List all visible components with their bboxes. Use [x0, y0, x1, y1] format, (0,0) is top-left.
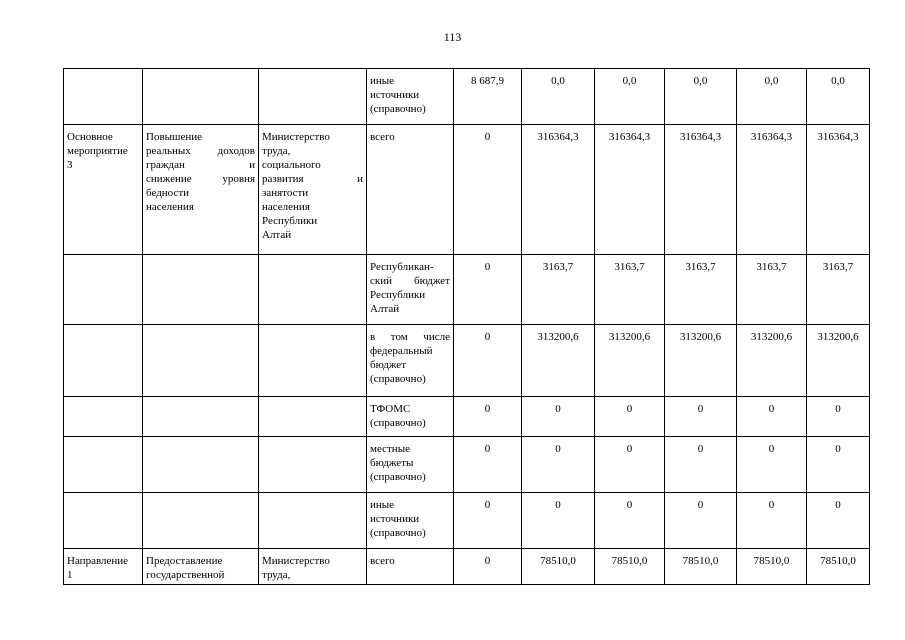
- amount-cell-1: 0: [454, 437, 522, 493]
- amount-cell-3: 316364,3: [595, 125, 665, 255]
- executor-cell: [259, 493, 367, 549]
- funding-source-cell: [367, 255, 454, 325]
- amount-cell-1: 0: [454, 325, 522, 397]
- funding-source-cell-line: Республикан-: [370, 261, 434, 273]
- measure-cell: [64, 69, 143, 125]
- table-row: [64, 397, 870, 437]
- amount-cell-1: 0: [454, 493, 522, 549]
- executor-cell: [259, 69, 367, 125]
- title-cell: [143, 437, 259, 493]
- amount-cell-5: 0: [737, 493, 807, 549]
- amount-cell-4: 0: [665, 493, 737, 549]
- amount-cell-3: 78510,0: [595, 549, 665, 585]
- measure-cell-line: Основное: [67, 131, 113, 143]
- amount-cell-2: 0: [522, 437, 595, 493]
- measure-cell: [64, 493, 143, 549]
- amount-cell-4: 0,0: [665, 69, 737, 125]
- amount-cell-6: 316364,3: [807, 125, 870, 255]
- executor-cell-line: Министерство: [262, 555, 330, 567]
- amount-cell-5: 3163,7: [737, 255, 807, 325]
- executor-cell: [259, 437, 367, 493]
- funding-source-cell-line: в том числе: [370, 331, 450, 343]
- funding-source-cell-line: иные: [370, 499, 395, 511]
- funding-source-cell-line: (справочно): [370, 471, 426, 483]
- amount-cell-6: 0: [807, 493, 870, 549]
- amount-cell-1: 8 687,9: [454, 69, 522, 125]
- amount-cell-6: 3163,7: [807, 255, 870, 325]
- amount-cell-5: 0: [737, 437, 807, 493]
- amount-cell-6: 313200,6: [807, 325, 870, 397]
- title-cell: [143, 255, 259, 325]
- table-row: [64, 437, 870, 493]
- funding-source-cell-line: местные: [370, 443, 410, 455]
- funding-source-cell-line: всего: [370, 131, 395, 143]
- table-row: [64, 493, 870, 549]
- funding-source-cell-line: иные: [370, 75, 395, 87]
- executor-cell: [259, 125, 367, 255]
- executor-cell-line: Министерство: [262, 131, 330, 143]
- measure-cell-line: 1: [67, 569, 73, 581]
- amount-cell-3: 3163,7: [595, 255, 665, 325]
- title-cell-line: государственной: [146, 569, 225, 581]
- executor-cell: [259, 397, 367, 437]
- executor-cell: [259, 255, 367, 325]
- title-cell: [143, 325, 259, 397]
- executor-cell-line: занятости: [262, 187, 309, 199]
- funding-source-cell-line: Алтай: [370, 303, 400, 315]
- executor-cell-line: населения: [262, 201, 310, 213]
- amount-cell-5: 313200,6: [737, 325, 807, 397]
- amount-cell-6: 78510,0: [807, 549, 870, 585]
- amount-cell-4: 313200,6: [665, 325, 737, 397]
- table-row: [64, 69, 870, 125]
- amount-cell-2: 0,0: [522, 69, 595, 125]
- amount-cell-5: 316364,3: [737, 125, 807, 255]
- executor-cell-line: развития и: [262, 173, 363, 185]
- title-cell: [143, 69, 259, 125]
- executor-cell: [259, 549, 367, 585]
- title-cell-line: бедности: [146, 187, 190, 199]
- title-cell-line: населения: [146, 201, 194, 213]
- funding-source-cell-line: (справочно): [370, 417, 426, 429]
- funding-source-cell: [367, 125, 454, 255]
- title-cell: [143, 125, 259, 255]
- amount-cell-1: 0: [454, 125, 522, 255]
- table-row: [64, 325, 870, 397]
- funding-source-cell: [367, 325, 454, 397]
- title-cell: [143, 549, 259, 585]
- amount-cell-3: 0,0: [595, 69, 665, 125]
- funding-source-cell: [367, 397, 454, 437]
- title-cell-line: Повышение: [146, 131, 203, 143]
- amount-cell-3: 313200,6: [595, 325, 665, 397]
- funding-source-cell-line: федеральный: [370, 345, 433, 357]
- title-cell-line: Предоставление: [146, 555, 223, 567]
- funding-source-cell-line: всего: [370, 555, 395, 567]
- table-body: [64, 69, 870, 585]
- title-cell-line: реальных доходов: [146, 145, 255, 157]
- funding-source-cell-line: бюджеты: [370, 457, 414, 469]
- page-number: 113: [443, 30, 462, 44]
- title-cell-line: граждан и: [146, 159, 255, 171]
- table-row: [64, 255, 870, 325]
- amount-cell-2: 0: [522, 493, 595, 549]
- funding-source-cell-line: источники: [370, 513, 420, 525]
- amount-cell-2: 313200,6: [522, 325, 595, 397]
- amount-cell-4: 78510,0: [665, 549, 737, 585]
- funding-source-cell-line: источники: [370, 89, 420, 101]
- budget-table: [63, 68, 870, 585]
- measure-cell: [64, 125, 143, 255]
- amount-cell-2: 3163,7: [522, 255, 595, 325]
- measure-cell: [64, 255, 143, 325]
- table-row: [64, 125, 870, 255]
- measure-cell-line: Направление: [67, 555, 129, 567]
- funding-source-cell-line: ТФОМС: [370, 403, 411, 415]
- amount-cell-4: 316364,3: [665, 125, 737, 255]
- amount-cell-4: 0: [665, 437, 737, 493]
- executor-cell-line: Республики: [262, 215, 318, 227]
- title-cell: [143, 397, 259, 437]
- measure-cell: [64, 325, 143, 397]
- executor-cell-line: труда,: [262, 145, 291, 157]
- amount-cell-4: 3163,7: [665, 255, 737, 325]
- measure-cell-line: мероприятие: [67, 145, 128, 157]
- measure-cell-line: 3: [67, 159, 73, 171]
- amount-cell-2: 78510,0: [522, 549, 595, 585]
- amount-cell-3: 0: [595, 437, 665, 493]
- amount-cell-5: 0,0: [737, 69, 807, 125]
- title-cell-line: снижение уровня: [146, 173, 255, 185]
- amount-cell-4: 0: [665, 397, 737, 437]
- funding-source-cell: [367, 69, 454, 125]
- funding-source-cell-line: (справочно): [370, 527, 426, 539]
- measure-cell: [64, 437, 143, 493]
- amount-cell-5: 78510,0: [737, 549, 807, 585]
- table-row: [64, 549, 870, 585]
- amount-cell-6: 0: [807, 397, 870, 437]
- title-cell: [143, 493, 259, 549]
- measure-cell: [64, 549, 143, 585]
- amount-cell-2: 316364,3: [522, 125, 595, 255]
- executor-cell-line: социального: [262, 159, 321, 171]
- amount-cell-3: 0: [595, 493, 665, 549]
- amount-cell-5: 0: [737, 397, 807, 437]
- executor-cell-line: Алтай: [262, 229, 292, 241]
- funding-source-cell-line: (справочно): [370, 373, 426, 385]
- funding-source-cell: [367, 549, 454, 585]
- funding-source-cell-line: Республики: [370, 289, 426, 301]
- amount-cell-2: 0: [522, 397, 595, 437]
- funding-source-cell-line: бюджет: [370, 359, 406, 371]
- measure-cell: [64, 397, 143, 437]
- amount-cell-3: 0: [595, 397, 665, 437]
- funding-source-cell: [367, 437, 454, 493]
- funding-source-cell-line: (справочно): [370, 103, 426, 115]
- amount-cell-1: 0: [454, 397, 522, 437]
- funding-source-cell-line: ский бюджет: [370, 275, 450, 287]
- amount-cell-6: 0,0: [807, 69, 870, 125]
- funding-source-cell: [367, 493, 454, 549]
- amount-cell-1: 0: [454, 255, 522, 325]
- executor-cell-line: труда,: [262, 569, 291, 581]
- executor-cell: [259, 325, 367, 397]
- amount-cell-6: 0: [807, 437, 870, 493]
- amount-cell-1: 0: [454, 549, 522, 585]
